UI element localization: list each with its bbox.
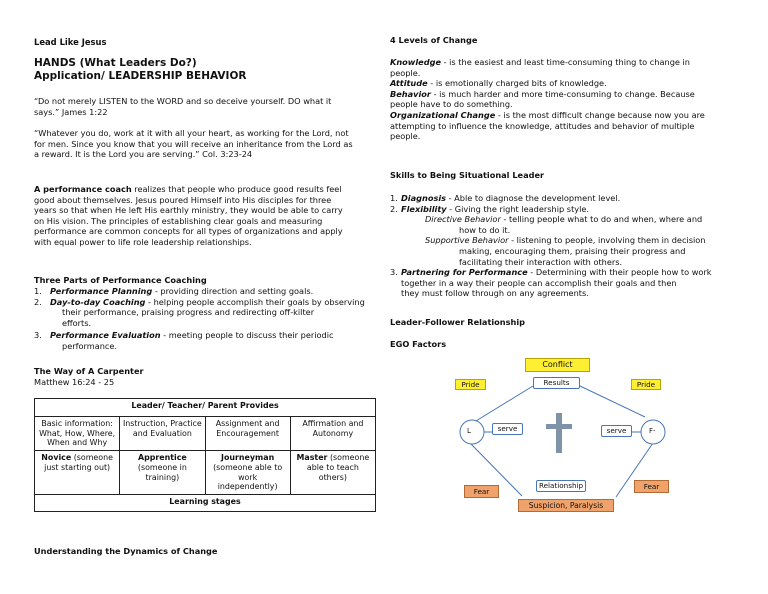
quote-line: “Whatever you do, work at it with all your heart, as working for the Lord, not (34, 128, 349, 138)
list-item (34, 330, 379, 351)
level-text: people. (390, 131, 421, 142)
level-term: Attitude (390, 78, 428, 89)
paragraph-line: on His vision. The principles of establishing clear goals and measuring (34, 215, 323, 226)
quote-line: for men. Since you know that you will receive an inheritance from the Lord as (34, 138, 353, 149)
stage-name: Novice (41, 453, 72, 463)
sub-text: making, encouraging them, praising their progress and (459, 245, 686, 256)
sub-text: how to do it. (459, 224, 511, 235)
sub-text: - listening to people, involving them in decision (508, 235, 706, 246)
level-term: Organizational Change (390, 109, 496, 120)
performance-coach-paragraph (34, 184, 343, 248)
sub-text: - telling people what to do and when, where and (500, 214, 703, 225)
level-text: - is the most difficult change because now you are (495, 109, 705, 120)
stage-name: Master (296, 453, 328, 463)
list-term: Partnering for Performance (401, 267, 528, 278)
list-term: Flexibility (401, 203, 447, 214)
level-text: - is much harder and more time-consuming to change. Because (430, 88, 695, 99)
table-cell: Basic information: What, How, Where, When and Why (35, 417, 120, 451)
levels-list (390, 57, 740, 142)
relationship-box: Relationship (536, 480, 586, 492)
leader-circle (460, 420, 484, 444)
results-box: Results (533, 377, 580, 389)
quote-james (34, 96, 331, 117)
sub-text: facilitating their interaction with others. (459, 256, 623, 267)
list-text: - meeting people to discuss their periodic (160, 330, 334, 341)
table-cell: Assignment and Encouragement (205, 417, 290, 451)
list-text: - Giving the right leadership style. (446, 203, 590, 214)
list-item (34, 297, 379, 329)
skills-heading: Skills to Being Situational Leader (390, 170, 545, 180)
dynamics-heading: Understanding the Dynamics of Change (34, 546, 218, 556)
levels-heading: 4 Levels of Change (390, 35, 478, 45)
list-text: - providing direction and setting goals. (152, 286, 314, 296)
serve-left-box: serve (492, 423, 523, 435)
learning-stages-table (34, 398, 376, 512)
follower-label: F- (649, 427, 656, 435)
list-term: Diagnosis (401, 193, 446, 203)
ego-heading: EGO Factors (390, 339, 447, 349)
doc-title-line-1: HANDS (What Leaders Do?) (34, 57, 197, 69)
quote-line: says.” James 1:22 (34, 106, 108, 117)
carpenter-heading: The Way of A Carpenter (34, 366, 144, 376)
list-text: - Determining with their people how to work (527, 267, 712, 278)
level-text: attempting to influence the knowledge, attitudes and behavior of multiple (390, 120, 695, 131)
stage-desc: (someone able to work independently) (213, 462, 283, 492)
list-term: Day-to-day Coaching (50, 296, 146, 307)
pride-left-box: Pride (455, 379, 486, 390)
paragraph-line: years so that when He left His earthly ministry, they would be able to carry (34, 205, 343, 216)
table-cell (35, 451, 120, 495)
conflict-box: Conflict (525, 358, 590, 372)
suspicion-paralysis-box: Suspicion, Paralysis (518, 499, 614, 512)
paragraph-line: with equal power to life role leadership relationships. (34, 236, 252, 247)
list-number: 3. (390, 267, 398, 278)
list-term: Performance Planning (50, 286, 153, 296)
list-text-cont: performance. (62, 340, 118, 351)
table-cell (205, 451, 290, 495)
list-number: 2. (34, 296, 42, 307)
list-item (390, 204, 740, 268)
quote-line: a reward. It is the Lord you are serving.” Col. 3:23-24 (34, 149, 253, 160)
sub-term: Supportive Behavior (425, 235, 509, 246)
stage-name: Apprentice (137, 453, 187, 463)
table-cell (290, 451, 375, 495)
connector-line (471, 386, 533, 424)
list-item (390, 193, 740, 204)
level-text: - is emotionally charged bits of knowledge. (427, 78, 607, 89)
stage-desc: (someone in training) (137, 462, 187, 482)
sub-item (401, 214, 740, 225)
list-text-cont: efforts. (62, 317, 92, 328)
ego-diagram (452, 354, 682, 519)
list-item (34, 286, 379, 297)
doc-title-line-2: Application/ LEADERSHIP BEHAVIOR (34, 70, 247, 82)
list-number: 2. (390, 203, 398, 214)
list-text-cont: they must follow through on any agreements. (401, 288, 589, 299)
list-number: 1. (34, 286, 42, 296)
level-text: - is the easiest and least time-consuming thing to change in (441, 57, 690, 67)
sub-item (401, 235, 740, 246)
three-parts-heading: Three Parts of Performance Coaching (34, 275, 207, 285)
stage-desc: (someone able to teach others) (306, 453, 370, 482)
skills-list (390, 193, 740, 299)
fear-left-box: Fear (464, 485, 499, 498)
leader-follower-heading: Leader-Follower Relationship (390, 317, 526, 327)
paragraph-line: good about themselves. Jesus poured Himself into His disciples for three (34, 194, 332, 205)
list-number: 3. (34, 330, 42, 341)
carpenter-reference: Matthew 16:24 - 25 (34, 377, 115, 387)
connector-line (580, 386, 645, 417)
quote-line: “Do not merely LISTEN to the WORD and so deceive yourself. DO what it (34, 96, 332, 106)
paragraph-line: performance are common concepts for all types of organizations and apply (34, 226, 343, 237)
doc-subtitle: Lead Like Jesus (34, 37, 107, 47)
leader-label: L (467, 427, 471, 435)
level-term: Behavior (390, 88, 431, 99)
sub-term: Directive Behavior (425, 214, 501, 225)
fear-right-box: Fear (634, 480, 669, 493)
list-text: - helping people accomplish their goals by observing (145, 296, 365, 307)
level-text: people have to do something. (390, 99, 513, 110)
table-cell (120, 451, 205, 495)
list-number: 1. (390, 193, 398, 203)
stage-name: Journeyman (221, 453, 275, 463)
table-cell: Instruction, Practice and Evaluation (120, 417, 205, 451)
quote-colossians (34, 128, 353, 160)
level-text: people. (390, 67, 421, 78)
cross-icon (546, 413, 572, 453)
stage-desc: (someone just starting out) (44, 453, 113, 472)
list-text-cont: together in a way their people can accomplish their goals and then (401, 277, 677, 288)
paragraph-text: realizes that people who produce good results feel (131, 184, 342, 194)
table-footer: Learning stages (35, 494, 376, 511)
list-term: Performance Evaluation (50, 330, 161, 341)
level-term: Knowledge (390, 57, 441, 67)
list-text-cont: their performance, praising progress and redirecting off-kilter (62, 307, 315, 318)
pride-right-box: Pride (631, 379, 661, 390)
list-text: - Able to diagnose the development level. (446, 193, 621, 203)
serve-right-box: serve (601, 425, 632, 437)
table-cell: Affirmation and Autonomy (290, 417, 375, 451)
table-header: Leader/ Teacher/ Parent Provides (35, 399, 376, 417)
performance-coach-term: A performance coach (34, 184, 132, 194)
three-parts-list (34, 286, 379, 352)
list-item (390, 267, 740, 299)
